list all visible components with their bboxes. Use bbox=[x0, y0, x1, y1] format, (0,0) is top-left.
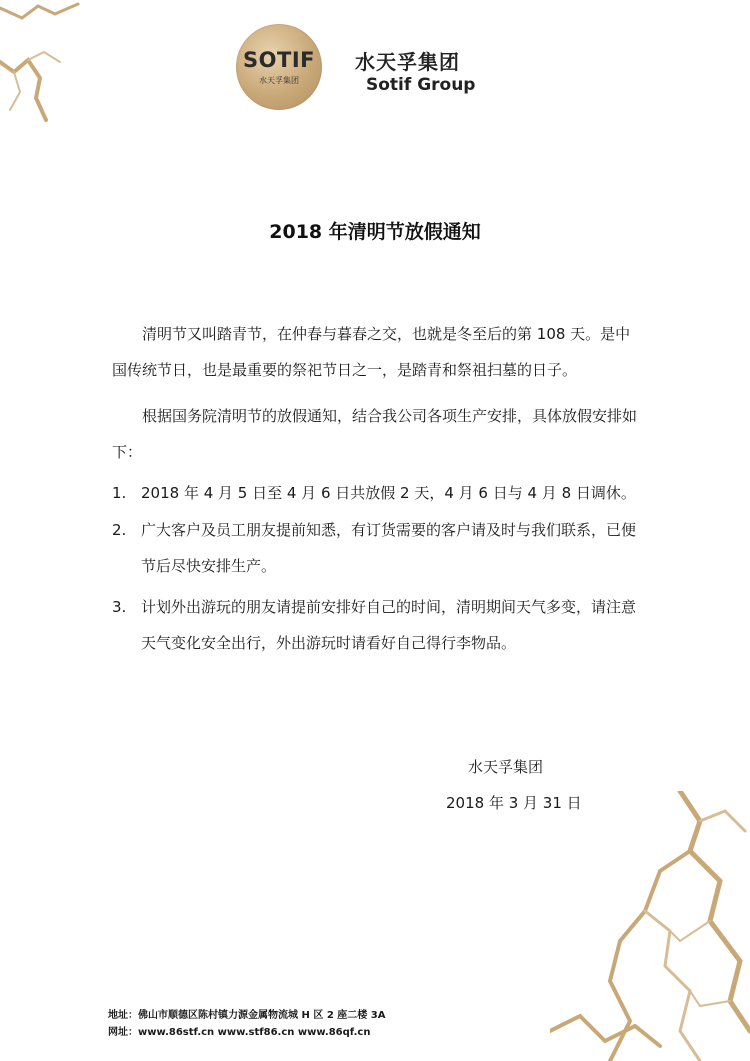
paragraph-text: 根据国务院清明节的放假通知，结合我公司各项生产安排，具体放假安排如下： bbox=[112, 407, 638, 461]
list-item bbox=[112, 475, 642, 511]
list-number: 2. bbox=[112, 521, 127, 539]
gold-marble-decoration-bottom-right bbox=[550, 791, 750, 1061]
company-logo bbox=[236, 24, 322, 110]
list-number: 3. bbox=[112, 598, 127, 616]
company-name-en: Sotif Group bbox=[366, 75, 476, 95]
logo-subtext: 水天孚集团 bbox=[259, 76, 299, 85]
list-text: 2018 年 4 月 5 日至 4 月 6 日共放假 2 天，4 月 6 日与 4 月 8 日调休。 bbox=[141, 484, 636, 502]
logo-brand-text: SOTIF bbox=[243, 48, 315, 72]
company-name-cn: 水天孚集团 bbox=[355, 50, 460, 74]
intro-paragraph bbox=[112, 316, 642, 388]
signature-organization: 水天孚集团 bbox=[468, 758, 544, 776]
list-number: 1. bbox=[112, 484, 127, 502]
paragraph-text: 清明节又叫踏青节，在仲春与暮春之交，也就是冬至后的第 108 天。是中国传统节日，也是最重要的祭祀节日之一，是踏青和祭祖扫墓的日子。 bbox=[112, 325, 631, 379]
list-item bbox=[112, 512, 642, 584]
list-text: 计划外出游玩的朋友请提前安排好自己的时间，清明期间天气多变，请注意天气变化安全出行，外出游玩时请看好自己得行李物品。 bbox=[141, 598, 637, 652]
footer bbox=[100, 970, 400, 1038]
arrangement-paragraph bbox=[112, 398, 642, 470]
list-text: 广大客户及员工朋友提前知悉，有订货需要的客户请及时与我们联系，已便节后尽快安排生产。 bbox=[141, 521, 637, 575]
signature-date: 2018 年 3 月 31 日 bbox=[446, 794, 582, 812]
footer-address: 地址：佛山市顺德区陈村镇力源金属物流城 H 区 2 座二楼 3A bbox=[108, 1010, 386, 1021]
footer-websites: 网址：www.86stf.cn www.stf86.cn www.86qf.cn bbox=[108, 1027, 371, 1038]
list-item bbox=[112, 589, 642, 661]
gold-marble-decoration-top-left bbox=[0, 0, 90, 130]
notice-title: 2018 年清明节放假通知 bbox=[269, 221, 481, 243]
